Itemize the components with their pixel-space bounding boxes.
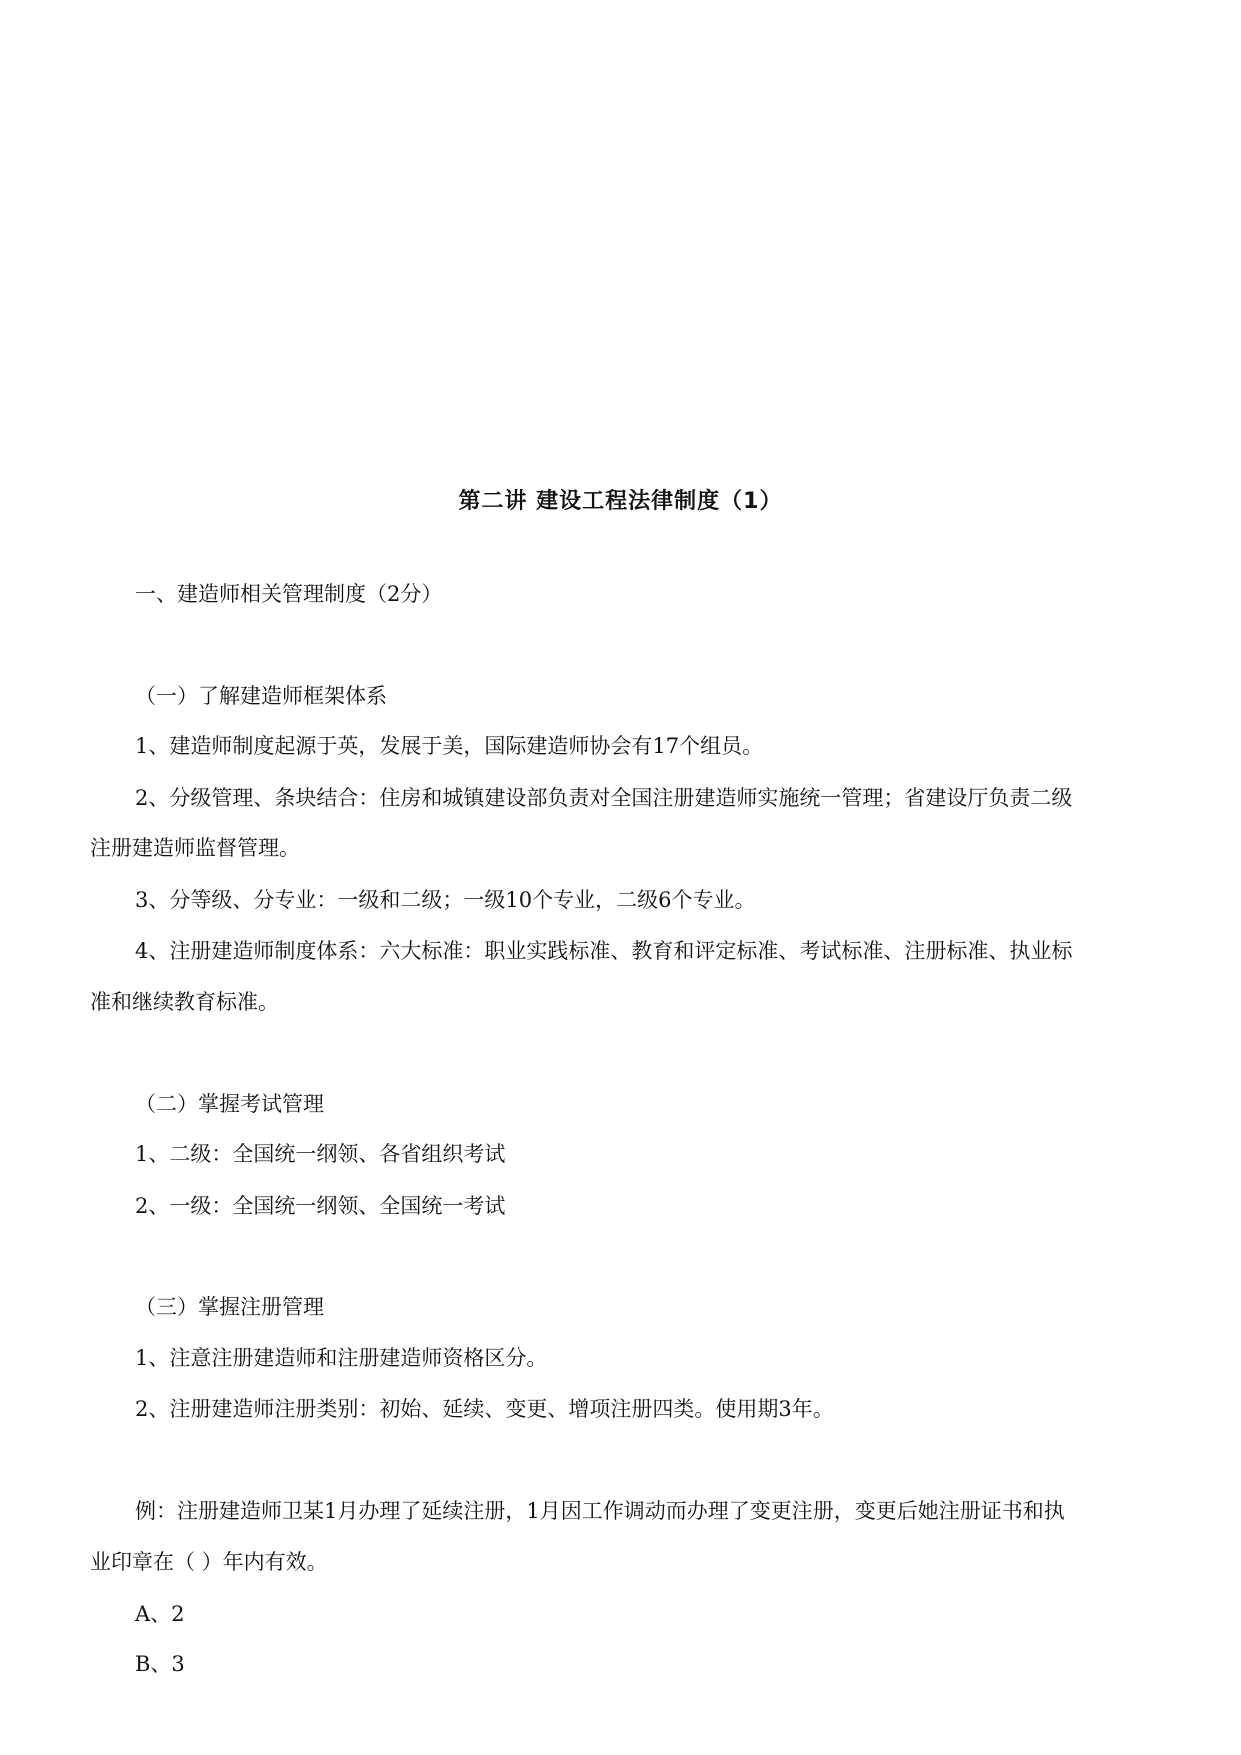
list-item: 4、注册建造师制度体系：六大标准：职业实践标准、教育和评定标准、考试标准、注册标准、执业标 bbox=[135, 939, 1073, 963]
example-question: 例：注册建造师卫某1月办理了延续注册，1月因工作调动而办理了变更注册，变更后她注册证书和执 bbox=[135, 1499, 1065, 1523]
document-title: 第二讲 建设工程法律制度（1） bbox=[458, 489, 783, 514]
answer-option-b: B、3 bbox=[135, 1652, 185, 1676]
subsection-heading: （二）掌握考试管理 bbox=[135, 1092, 324, 1116]
list-item: 2、分级管理、条块结合：住房和城镇建设部负责对全国注册建造师实施统一管理；省建设厅负责二级 bbox=[135, 786, 1073, 810]
subsection-heading: （三）掌握注册管理 bbox=[135, 1295, 324, 1319]
list-item-continuation: 注册建造师监督管理。 bbox=[90, 836, 300, 860]
list-item: 2、一级：全国统一纲领、全国统一考试 bbox=[135, 1194, 506, 1218]
section-heading: 一、建造师相关管理制度（2分） bbox=[135, 582, 443, 606]
answer-option-a: A、2 bbox=[135, 1602, 185, 1626]
list-item: 1、注意注册建造师和注册建造师资格区分。 bbox=[135, 1346, 548, 1370]
list-item: 1、二级：全国统一纲领、各省组织考试 bbox=[135, 1142, 506, 1166]
example-question-continuation: 业印章在（ ）年内有效。 bbox=[90, 1550, 328, 1574]
subsection-heading: （一）了解建造师框架体系 bbox=[135, 684, 387, 708]
list-item: 1、建造师制度起源于英，发展于美，国际建造师协会有17个组员。 bbox=[135, 734, 764, 758]
list-item-continuation: 准和继续教育标准。 bbox=[90, 990, 279, 1014]
list-item: 3、分等级、分专业：一级和二级；一级10个专业，二级6个专业。 bbox=[135, 888, 756, 912]
list-item: 2、注册建造师注册类别：初始、延续、变更、增项注册四类。使用期3年。 bbox=[135, 1397, 834, 1421]
